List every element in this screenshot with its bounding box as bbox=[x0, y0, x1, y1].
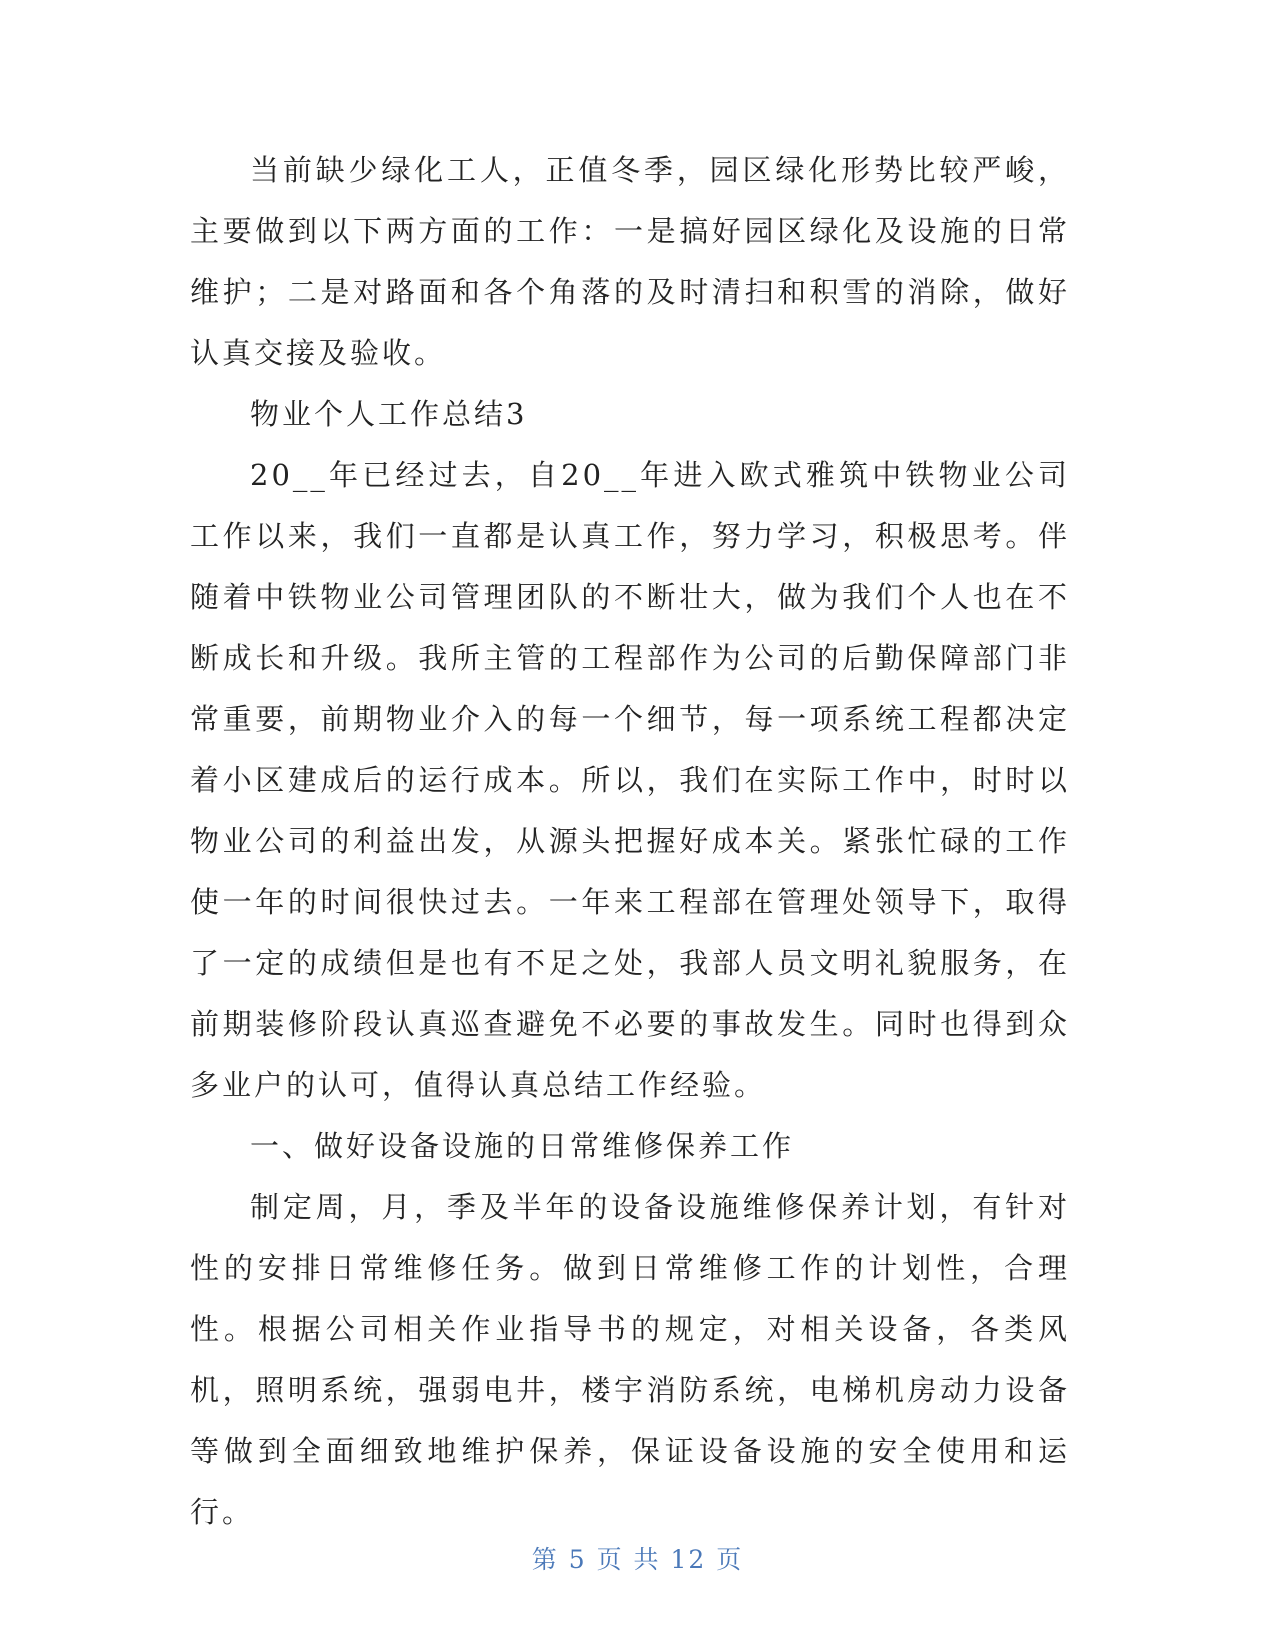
section-heading-summary-3: 物业个人工作总结3 bbox=[250, 397, 528, 431]
page-number-label: 第 5 页 共 12 页 bbox=[531, 1545, 744, 1574]
paragraph-greening-work: 当前缺少绿化工人，正值冬季，园区绿化形势比较严峻，主要做到以下两方面的工作：一是搞好园区绿化及设施的日常维护；二是对路面和各个角落的及时清扫和积雪的消除，做好认真交接及验收。 bbox=[190, 153, 1070, 370]
page-footer bbox=[0, 1540, 1275, 1576]
document-body bbox=[190, 140, 1070, 1543]
paragraph-year-review: 20__年已经过去，自20__年进入欧式雅筑中铁物业公司工作以来，我们一直都是认真工作，努力学习，积极思考。伴随着中铁物业公司管理团队的不断壮大，做为我们个人也在不断成长和升级。我所主管的工程部作为公司的后勤保障部门非常重要，前期物业介入的每一个细节，每一项系统工程都决定着小区建成后的运行成本。所以，我们在实际工作中，时时以物业公司的利益出发，从源头把握好成本关。紧张忙碌的工作使一年的时间很快过去。一年来工程部在管理处领导下，取得了一定的成绩但是也有不足之处，我部人员文明礼貌服务，在前期装修阶段认真巡查避免不必要的事故发生。同时也得到众多业户的认可，值得认真总结工作经验。 bbox=[190, 458, 1070, 1102]
section-heading-maintenance: 一、做好设备设施的日常维修保养工作 bbox=[250, 1129, 795, 1163]
paragraph-maintenance-plan: 制定周，月，季及半年的设备设施维修保养计划，有针对性的安排日常维修任务。做到日常维修工作的计划性，合理性。根据公司相关作业指导书的规定，对相关设备，各类风机，照明系统，强弱电井，楼宇消防系统，电梯机房动力设备等做到全面细致地维护保养，保证设备设施的安全使用和运行。 bbox=[190, 1190, 1070, 1529]
